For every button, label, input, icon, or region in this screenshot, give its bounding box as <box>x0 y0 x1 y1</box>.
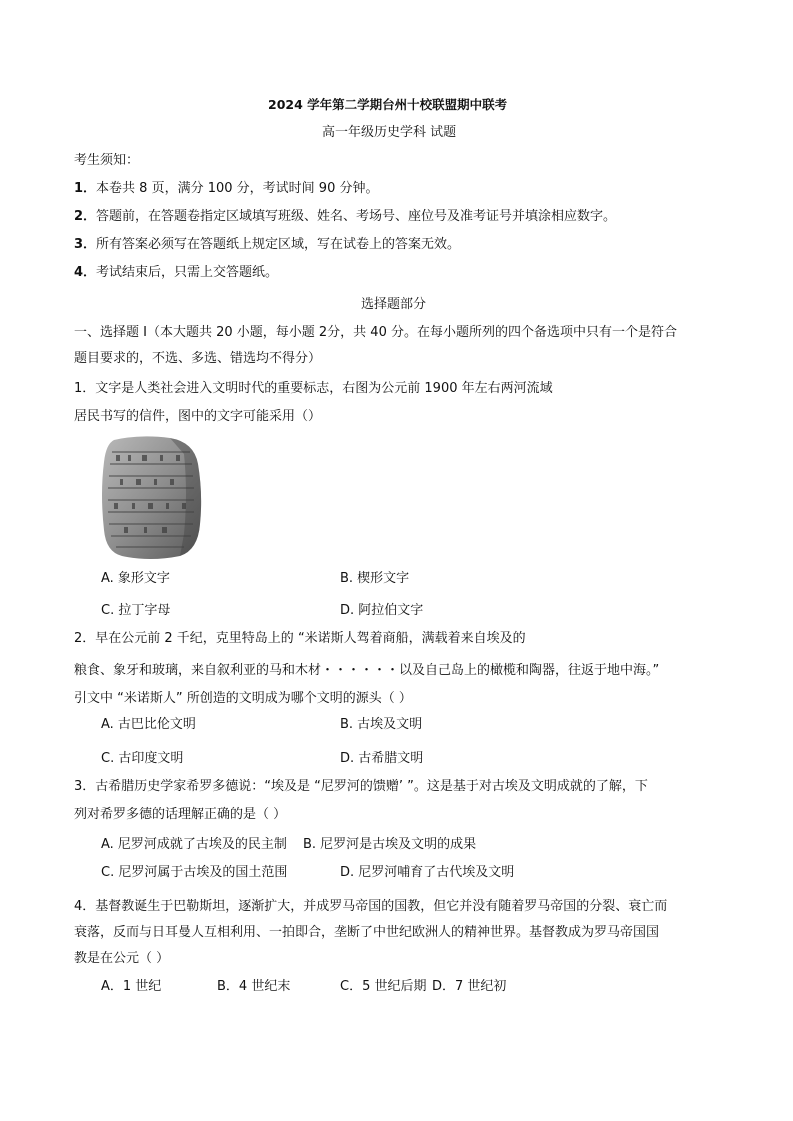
cuneiform-tablet-image <box>100 434 204 560</box>
question-2-option-b: B. 古埃及文明 <box>340 717 423 732</box>
question-3-stem: 列对希罗多德的话理解正确的是（ ） <box>74 807 287 822</box>
notice-item <box>74 208 616 226</box>
question-2-stem: 粮食、象牙和玻璃，来自叙利亚的马和木材・・・・・・以及自己岛上的橄榄和陶器，往返于地中海。” <box>74 663 660 678</box>
notice-item <box>74 180 378 198</box>
question-2-stem: 2．早在公元前 2 千纪，克里特岛上的 “米诺斯人驾着商船，满载着来自埃及的 <box>74 631 526 646</box>
question-3-stem: 3．古希腊历史学家希罗多德说：“埃及是 “尼罗河的馈赠’ ”。这是基于对古埃及文明成就的了解，下 <box>74 779 648 794</box>
question-1-option-a: A. 象形文字 <box>101 571 170 586</box>
question-1-stem: 居民书写的信件，图中的文字可能采用（） <box>74 409 322 424</box>
question-4-stem: 教是在公元（ ） <box>74 951 170 966</box>
question-3-option-c: C. 尼罗河属于古埃及的国土范围 <box>101 865 288 880</box>
question-4-option-d: D．7 世纪初 <box>432 979 507 994</box>
question-4-stem: 衰落，反而与日耳曼人互相利用、一拍即合，垄断了中世纪欧洲人的精神世界。基督教成为罗马帝国国 <box>74 925 660 940</box>
question-3-option-b: B. 尼罗河是古埃及文明的成果 <box>303 837 477 852</box>
question-3-option-a: A. 尼罗河成就了古埃及的民主制 <box>101 837 287 852</box>
notice-item-num: 4． <box>74 265 97 280</box>
question-2-option-d: D. 古希腊文明 <box>340 751 424 766</box>
question-2-option-a: A. 古巴比伦文明 <box>101 717 196 732</box>
exam-title: 2024 学年第二学期台州十校联盟期中联考 <box>268 97 508 112</box>
notice-item <box>74 264 278 282</box>
section-intro: 题目要求的，不选、多选、错选均不得分） <box>74 351 322 366</box>
subject-title: 高一年级历史学科 试题 <box>322 125 457 140</box>
notice-item <box>74 236 460 254</box>
question-4-option-a: A．1 世纪 <box>101 979 162 994</box>
notice-item-num: 1． <box>74 181 97 196</box>
question-1-option-b: B. 楔形文字 <box>340 571 410 586</box>
question-2-stem: 引文中 “米诺斯人” 所创造的文明成为哪个文明的源头（ ） <box>74 691 412 706</box>
question-3-option-d: D. 尼罗河哺育了古代埃及文明 <box>340 865 515 880</box>
question-1-stem: 1．文字是人类社会进入文明时代的重要标志，右图为公元前 1900 年左右两河流域 <box>74 381 553 396</box>
question-4-option-c: C．5 世纪后期 <box>340 979 427 994</box>
question-4-stem: 4．基督教诞生于巴勒斯坦，逐渐扩大，并成罗马帝国的国教，但它并没有随着罗马帝国的分裂、衰亡而 <box>74 899 668 914</box>
notice-item-num: 2． <box>74 209 97 224</box>
notice-item-text: 答题前，在答题卷指定区域填写班级、姓名、考场号、座位号及准考证号并填涂相应数字。 <box>96 209 617 224</box>
question-4-option-b: B．4 世纪末 <box>217 979 291 994</box>
question-1-option-c: C. 拉丁字母 <box>101 603 171 618</box>
question-1-option-d: D. 阿拉伯文字 <box>340 603 424 618</box>
notice-item-text: 本卷共 8 页，满分 100 分，考试时间 90 分钟。 <box>96 181 379 196</box>
section-intro: 一、选择题 I（本大题共 20 小题，每小题 2分，共 40 分。在每小题所列的四个备选项中只有一个是符合 <box>74 325 677 340</box>
section-title: 选择题部分 <box>361 297 427 312</box>
question-2-option-c: C. 古印度文明 <box>101 751 184 766</box>
notice-item-num: 3． <box>74 237 97 252</box>
notice-item-text: 所有答案必须写在答题纸上规定区域，写在试卷上的答案无效。 <box>96 237 461 252</box>
notice-heading: 考生须知： <box>74 153 140 168</box>
notice-item-text: 考试结束后，只需上交答题纸。 <box>96 265 279 280</box>
